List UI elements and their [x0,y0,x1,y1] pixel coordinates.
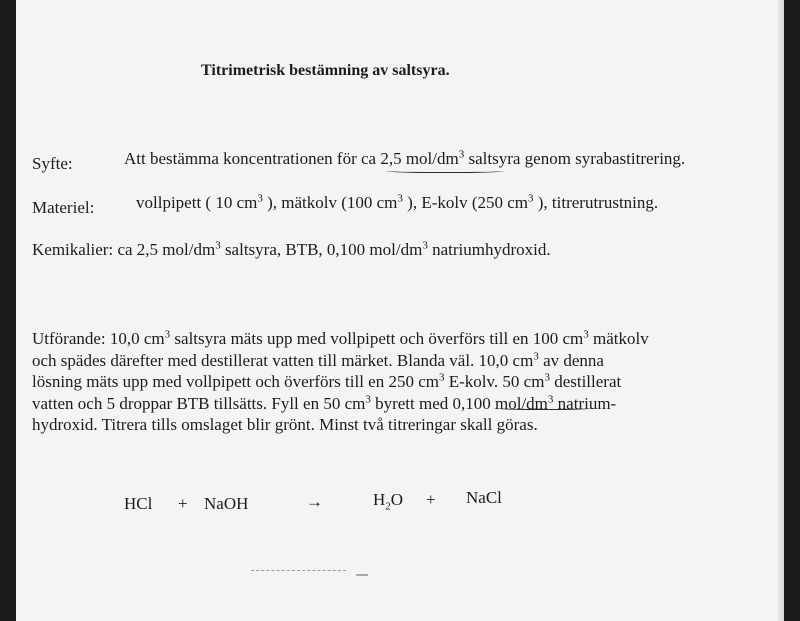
faint-mark [251,570,346,574]
equation-nacl: NaCl [466,488,502,507]
equation-h2o: $H_2O$ [373,490,404,513]
document-page [16,0,784,621]
page-edge [778,0,784,621]
kemikalier-text: Kemikalier: ca 2,5 mol/$dm^3$ saltsyra, BTB, 0,100 mol/$dm^3$ natriumhydroxid. [32,239,551,259]
utforande-line-5: hydroxid. Titrera tills omslaget blir grönt. Minst två titreringar skall göras. [32,415,538,434]
equation-hcl: HCl [124,494,153,513]
utforande-line-4: vatten och 5 droppar BTB tillsätts. Fyll en 50 $cm^3$ byrett med 0,100 mol/$dm^3$ natrium- [32,393,617,413]
utforande-line-3: lösning mäts upp med vollpipett och överförs till en 250 $cm^3$ E-kolv. 50 $cm^3$ destillerat [32,371,622,391]
equation-arrow: → [306,492,323,511]
materiel-label: Materiel: [32,198,95,217]
utforande-line-2: och spädes därefter med destillerat vatten till märket. Blanda väl. 10,0 $cm^3$ av denna [32,350,604,370]
utforande-line-1: Utförande: 10,0 $cm^3$ saltsyra mäts upp med vollpipett och överförs till en 100 $cm^3$ mätkolv [32,328,649,348]
handwritten-underline [494,405,594,410]
syfte-text: Att bestämma koncentrationen för ca 2,5 mol/$dm^3$ saltsyra genom syrabastitrering. [124,148,686,168]
equation-plus: + [178,494,188,513]
materiel-text: vollpipett ( 10 $cm^3$ ), mätkolv (100 $cm^3$ ), E-kolv (250 $cm^3$ ), titrerutrustning. [136,192,659,212]
equation-naoh: NaOH [204,494,249,513]
equation-plus: + [426,490,436,509]
faint-mark [356,574,368,576]
handwritten-underline [386,168,504,173]
syfte-label: Syfte: [32,154,73,173]
document-title: Titrimetrisk bestämning av saltsyra. [201,62,450,79]
